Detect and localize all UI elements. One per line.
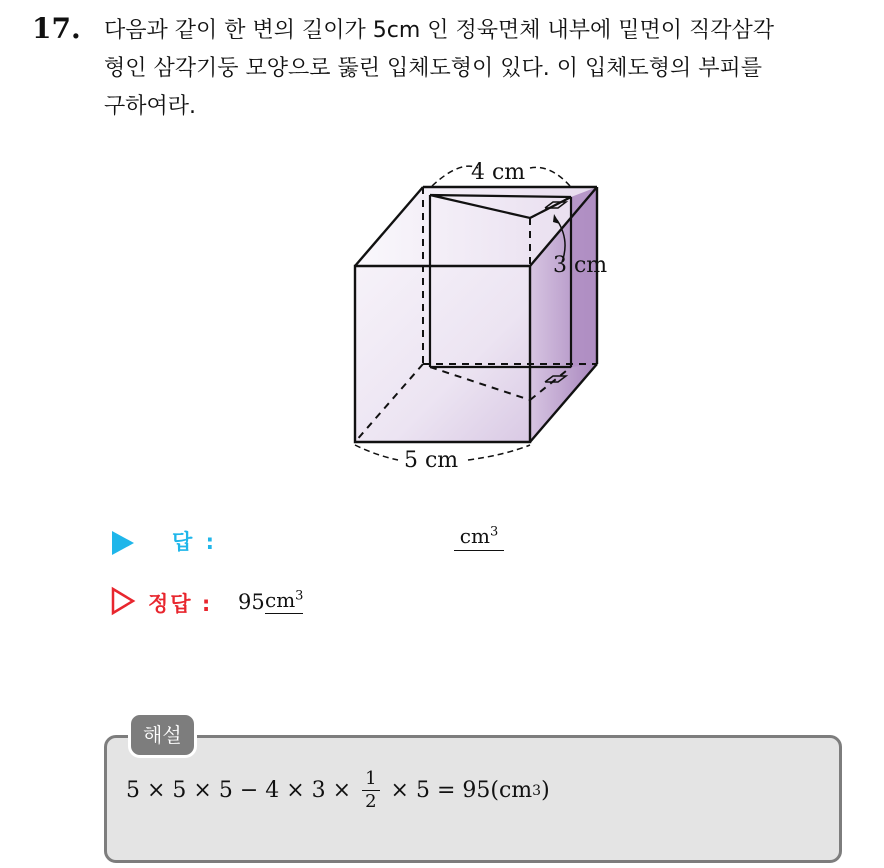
solution-tab: 해설 — [128, 712, 197, 758]
fraction — [362, 768, 379, 813]
correct-label: 정답 : — [148, 592, 213, 616]
formula-right: × 5 = 95(cm — [383, 778, 533, 803]
label-bottom: 5 cm — [404, 448, 459, 473]
cube-prism-figure — [340, 150, 620, 480]
question-line: 다음과 같이 한 변의 길이가 5cm 인 정육면체 내부에 밑면이 직각삼각 — [104, 18, 775, 43]
question-line: 형인 삼각기둥 모양으로 뚫린 입체도형이 있다. 이 입체도형의 부피를 — [104, 56, 762, 81]
solution-formula — [126, 768, 550, 813]
dim-arc-bottom — [355, 445, 398, 460]
answer-row — [108, 522, 528, 562]
fraction-denominator: 2 — [365, 791, 377, 812]
unit-base: cm — [265, 588, 296, 612]
dim-arc-top — [530, 167, 570, 186]
label-top: 4 cm — [471, 160, 526, 185]
unit-base: cm — [459, 524, 490, 548]
dim-arc-bottom — [468, 445, 530, 460]
correct-unit — [265, 588, 303, 614]
formula-left: 5 × 5 × 5 − 4 × 3 × — [126, 778, 359, 803]
formula-close: ) — [541, 778, 550, 803]
unit-exp: 3 — [489, 524, 499, 540]
unit-exp: 3 — [295, 588, 304, 604]
play-triangle-icon — [112, 531, 134, 555]
answer-label: 답 : — [172, 530, 217, 554]
label-right: 3 cm — [553, 253, 608, 278]
cube-front-face — [355, 266, 530, 442]
formula-exp: 3 — [532, 782, 542, 799]
fraction-numerator: 1 — [362, 768, 379, 791]
correct-answer-row — [108, 586, 528, 626]
outline-triangle-icon — [110, 586, 136, 616]
correct-value: 95 — [238, 590, 265, 614]
question-line: 구하여라. — [104, 94, 197, 119]
answer-blank[interactable] — [454, 524, 504, 551]
question-number: 17. — [32, 12, 81, 45]
question-text — [104, 12, 864, 126]
